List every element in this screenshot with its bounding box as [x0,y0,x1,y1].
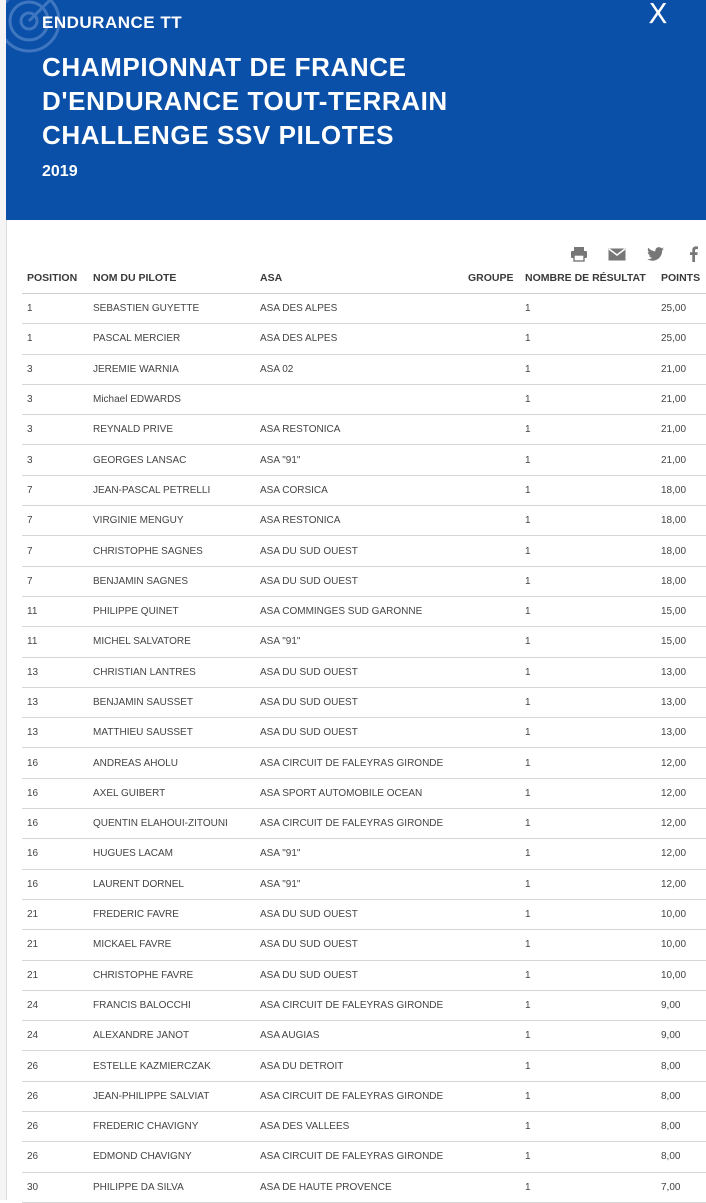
championship-title [42,50,448,152]
cell-points: 25,00 [656,294,706,324]
cell-group [463,718,520,748]
cell-pilot-name: FRANCIS BALOCCHI [88,990,255,1020]
cell-group [463,1051,520,1081]
cell-pilot-name: SEBASTIEN GUYETTE [88,294,255,324]
table-row [22,536,706,566]
cell-position: 3 [22,445,88,475]
table-row [22,809,706,839]
table-row [22,384,706,414]
cell-points: 13,00 [656,718,706,748]
cell-pilot-name: FREDERIC FAVRE [88,899,255,929]
cell-pilot-name: LAURENT DORNEL [88,869,255,899]
cell-position: 16 [22,809,88,839]
cell-position: 7 [22,475,88,505]
cell-pilot-name: CHRISTOPHE SAGNES [88,536,255,566]
cell-group [463,899,520,929]
cell-asa: ASA RESTONICA [255,415,463,445]
table-row [22,445,706,475]
cell-position: 7 [22,566,88,596]
cell-position: 21 [22,899,88,929]
cell-asa: ASA CIRCUIT DE FALEYRAS GIRONDE [255,1142,463,1172]
table-row [22,627,706,657]
cell-points: 18,00 [656,506,706,536]
cell-pilot-name: PASCAL MERCIER [88,324,255,354]
results-table [22,263,706,1203]
cell-result-count: 1 [520,596,656,626]
cell-pilot-name: MATTHIEU SAUSSET [88,718,255,748]
cell-group [463,506,520,536]
column-header-result-count[interactable]: NOMBRE DE RÉSULTAT [520,263,656,294]
cell-points: 13,00 [656,657,706,687]
cell-result-count: 1 [520,294,656,324]
column-header-points[interactable]: POINTS [656,263,706,294]
cell-points: 21,00 [656,384,706,414]
cell-pilot-name: VIRGINIE MENGUY [88,506,255,536]
cell-asa: ASA DU SUD OUEST [255,718,463,748]
cell-asa: ASA CIRCUIT DE FALEYRAS GIRONDE [255,748,463,778]
cell-result-count: 1 [520,748,656,778]
cell-pilot-name: QUENTIN ELAHOUI-ZITOUNI [88,809,255,839]
close-button[interactable]: X [648,0,668,30]
table-row [22,839,706,869]
cell-position: 26 [22,1081,88,1111]
cell-pilot-name: AXEL GUIBERT [88,778,255,808]
cell-group [463,778,520,808]
cell-asa: ASA "91" [255,839,463,869]
cell-points: 18,00 [656,536,706,566]
cell-points: 25,00 [656,324,706,354]
cell-points: 18,00 [656,566,706,596]
title-line: CHAMPIONNAT DE FRANCE [42,52,407,82]
cell-asa: ASA DE HAUTE PROVENCE [255,1172,463,1202]
cell-position: 26 [22,1142,88,1172]
cell-result-count: 1 [520,899,656,929]
cell-group [463,1112,520,1142]
cell-asa: ASA COMMINGES SUD GARONNE [255,596,463,626]
table-row [22,1142,706,1172]
cell-position: 24 [22,1021,88,1051]
cell-result-count: 1 [520,506,656,536]
cell-position: 13 [22,687,88,717]
cell-position: 21 [22,930,88,960]
cell-asa: ASA CIRCUIT DE FALEYRAS GIRONDE [255,809,463,839]
cell-group [463,869,520,899]
cell-points: 9,00 [656,990,706,1020]
cell-pilot-name: ESTELLE KAZMIERCZAK [88,1051,255,1081]
cell-asa: ASA DES ALPES [255,294,463,324]
cell-group [463,596,520,626]
cell-asa: ASA "91" [255,869,463,899]
cell-result-count: 1 [520,657,656,687]
cell-result-count: 1 [520,1112,656,1142]
cell-position: 11 [22,627,88,657]
cell-group [463,990,520,1020]
table-row [22,354,706,384]
cell-asa: ASA DU SUD OUEST [255,687,463,717]
cell-points: 10,00 [656,899,706,929]
cell-asa: ASA "91" [255,627,463,657]
cell-asa: ASA CORSICA [255,475,463,505]
cell-asa: ASA DU SUD OUEST [255,960,463,990]
cell-position: 26 [22,1112,88,1142]
season-year: 2019 [42,163,78,180]
cell-position: 30 [22,1172,88,1202]
cell-asa: ASA CIRCUIT DE FALEYRAS GIRONDE [255,1081,463,1111]
column-header-position[interactable]: POSITION [22,263,88,294]
cell-position: 16 [22,869,88,899]
cell-position: 16 [22,839,88,869]
cell-points: 12,00 [656,809,706,839]
cell-result-count: 1 [520,1081,656,1111]
cell-position: 11 [22,596,88,626]
cell-points: 18,00 [656,475,706,505]
cell-position: 13 [22,657,88,687]
table-row [22,960,706,990]
cell-pilot-name: BENJAMIN SAUSSET [88,687,255,717]
table-header-row [22,263,706,294]
table-row [22,415,706,445]
cell-group [463,384,520,414]
cell-pilot-name: PHILIPPE DA SILVA [88,1172,255,1202]
cell-pilot-name: MICKAEL FAVRE [88,930,255,960]
cell-group [463,687,520,717]
cell-points: 10,00 [656,930,706,960]
cell-position: 3 [22,415,88,445]
cell-group [463,839,520,869]
cell-position: 21 [22,960,88,990]
cell-asa: ASA DES VALLEES [255,1112,463,1142]
cell-position: 3 [22,354,88,384]
cell-points: 10,00 [656,960,706,990]
cell-position: 26 [22,1051,88,1081]
cell-result-count: 1 [520,324,656,354]
category-label: ENDURANCE TT [42,13,183,32]
cell-pilot-name: ANDREAS AHOLU [88,748,255,778]
cell-asa: ASA AUGIAS [255,1021,463,1051]
table-row [22,778,706,808]
table-row [22,748,706,778]
cell-result-count: 1 [520,839,656,869]
cell-result-count: 1 [520,1142,656,1172]
cell-asa: ASA DES ALPES [255,324,463,354]
cell-points: 21,00 [656,354,706,384]
cell-pilot-name: JEREMIE WARNIA [88,354,255,384]
cell-group [463,1172,520,1202]
cell-result-count: 1 [520,445,656,475]
cell-pilot-name: JEAN-PHILIPPE SALVIAT [88,1081,255,1111]
cell-result-count: 1 [520,1172,656,1202]
cell-group [463,960,520,990]
cell-asa: ASA 02 [255,354,463,384]
table-row [22,1112,706,1142]
cell-group [463,809,520,839]
table-row [22,1051,706,1081]
table-row [22,1081,706,1111]
cell-points: 12,00 [656,778,706,808]
cell-group [463,748,520,778]
cell-group [463,566,520,596]
cell-pilot-name: FREDERIC CHAVIGNY [88,1112,255,1142]
cell-asa: ASA DU SUD OUEST [255,566,463,596]
cell-points: 21,00 [656,415,706,445]
cell-position: 16 [22,748,88,778]
cell-asa: ASA CIRCUIT DE FALEYRAS GIRONDE [255,990,463,1020]
table-row [22,475,706,505]
cell-pilot-name: EDMOND CHAVIGNY [88,1142,255,1172]
cell-result-count: 1 [520,990,656,1020]
title-line: CHALLENGE SSV PILOTES [42,120,395,150]
cell-points: 8,00 [656,1142,706,1172]
cell-result-count: 1 [520,536,656,566]
cell-asa: ASA DU SUD OUEST [255,536,463,566]
cell-position: 1 [22,294,88,324]
cell-position: 3 [22,384,88,414]
cell-pilot-name: Michael EDWARDS [88,384,255,414]
cell-group [463,354,520,384]
cell-pilot-name: CHRISTOPHE FAVRE [88,960,255,990]
cell-group [463,657,520,687]
cell-pilot-name: MICHEL SALVATORE [88,627,255,657]
cell-group [463,475,520,505]
cell-result-count: 1 [520,475,656,505]
cell-result-count: 1 [520,1051,656,1081]
cell-group [463,1081,520,1111]
cell-result-count: 1 [520,869,656,899]
table-row [22,687,706,717]
title-line: D'ENDURANCE TOUT-TERRAIN [42,86,448,116]
cell-group [463,1021,520,1051]
cell-group [463,536,520,566]
cell-asa: ASA DU SUD OUEST [255,657,463,687]
column-header-asa[interactable]: ASA [255,263,463,294]
cell-points: 8,00 [656,1051,706,1081]
table-row [22,596,706,626]
cell-points: 8,00 [656,1112,706,1142]
cell-asa: ASA "91" [255,445,463,475]
table-row [22,990,706,1020]
table-row [22,869,706,899]
cell-result-count: 1 [520,566,656,596]
cell-pilot-name: ALEXANDRE JANOT [88,1021,255,1051]
cell-result-count: 1 [520,687,656,717]
cell-asa: ASA DU SUD OUEST [255,899,463,929]
cell-asa [255,384,463,414]
cell-pilot-name: PHILIPPE QUINET [88,596,255,626]
table-row [22,566,706,596]
table-row [22,930,706,960]
cell-result-count: 1 [520,778,656,808]
modal-header [6,0,706,220]
cell-group [463,627,520,657]
cell-asa: ASA DU DETROIT [255,1051,463,1081]
cell-result-count: 1 [520,930,656,960]
cell-points: 12,00 [656,869,706,899]
cell-position: 24 [22,990,88,1020]
cell-points: 12,00 [656,748,706,778]
table-row [22,506,706,536]
table-row [22,294,706,324]
cell-pilot-name: HUGUES LACAM [88,839,255,869]
table-row [22,718,706,748]
cell-result-count: 1 [520,384,656,414]
cell-points: 7,00 [656,1172,706,1202]
cell-pilot-name: CHRISTIAN LANTRES [88,657,255,687]
cell-points: 21,00 [656,445,706,475]
cell-result-count: 1 [520,718,656,748]
table-row [22,899,706,929]
table-row [22,1172,706,1202]
cell-position: 13 [22,718,88,748]
cell-group [463,1142,520,1172]
cell-pilot-name: REYNALD PRIVE [88,415,255,445]
cell-group [463,930,520,960]
cell-result-count: 1 [520,960,656,990]
table-row [22,324,706,354]
cell-result-count: 1 [520,1021,656,1051]
cell-position: 16 [22,778,88,808]
cell-group [463,445,520,475]
cell-result-count: 1 [520,809,656,839]
cell-asa: ASA RESTONICA [255,506,463,536]
cell-points: 12,00 [656,839,706,869]
cell-pilot-name: JEAN-PASCAL PETRELLI [88,475,255,505]
cell-group [463,324,520,354]
cell-points: 15,00 [656,596,706,626]
cell-position: 7 [22,536,88,566]
column-header-group[interactable]: GROUPE [463,263,520,294]
cell-position: 1 [22,324,88,354]
cell-asa: ASA DU SUD OUEST [255,930,463,960]
cell-position: 7 [22,506,88,536]
cell-points: 13,00 [656,687,706,717]
cell-points: 15,00 [656,627,706,657]
cell-group [463,294,520,324]
table-row [22,657,706,687]
cell-result-count: 1 [520,354,656,384]
cell-pilot-name: GEORGES LANSAC [88,445,255,475]
cell-points: 9,00 [656,1021,706,1051]
table-row [22,1021,706,1051]
cell-group [463,415,520,445]
cell-pilot-name: BENJAMIN SAGNES [88,566,255,596]
column-header-pilot-name[interactable]: NOM DU PILOTE [88,263,255,294]
cell-points: 8,00 [656,1081,706,1111]
cell-result-count: 1 [520,415,656,445]
cell-result-count: 1 [520,627,656,657]
cell-asa: ASA SPORT AUTOMOBILE OCEAN [255,778,463,808]
